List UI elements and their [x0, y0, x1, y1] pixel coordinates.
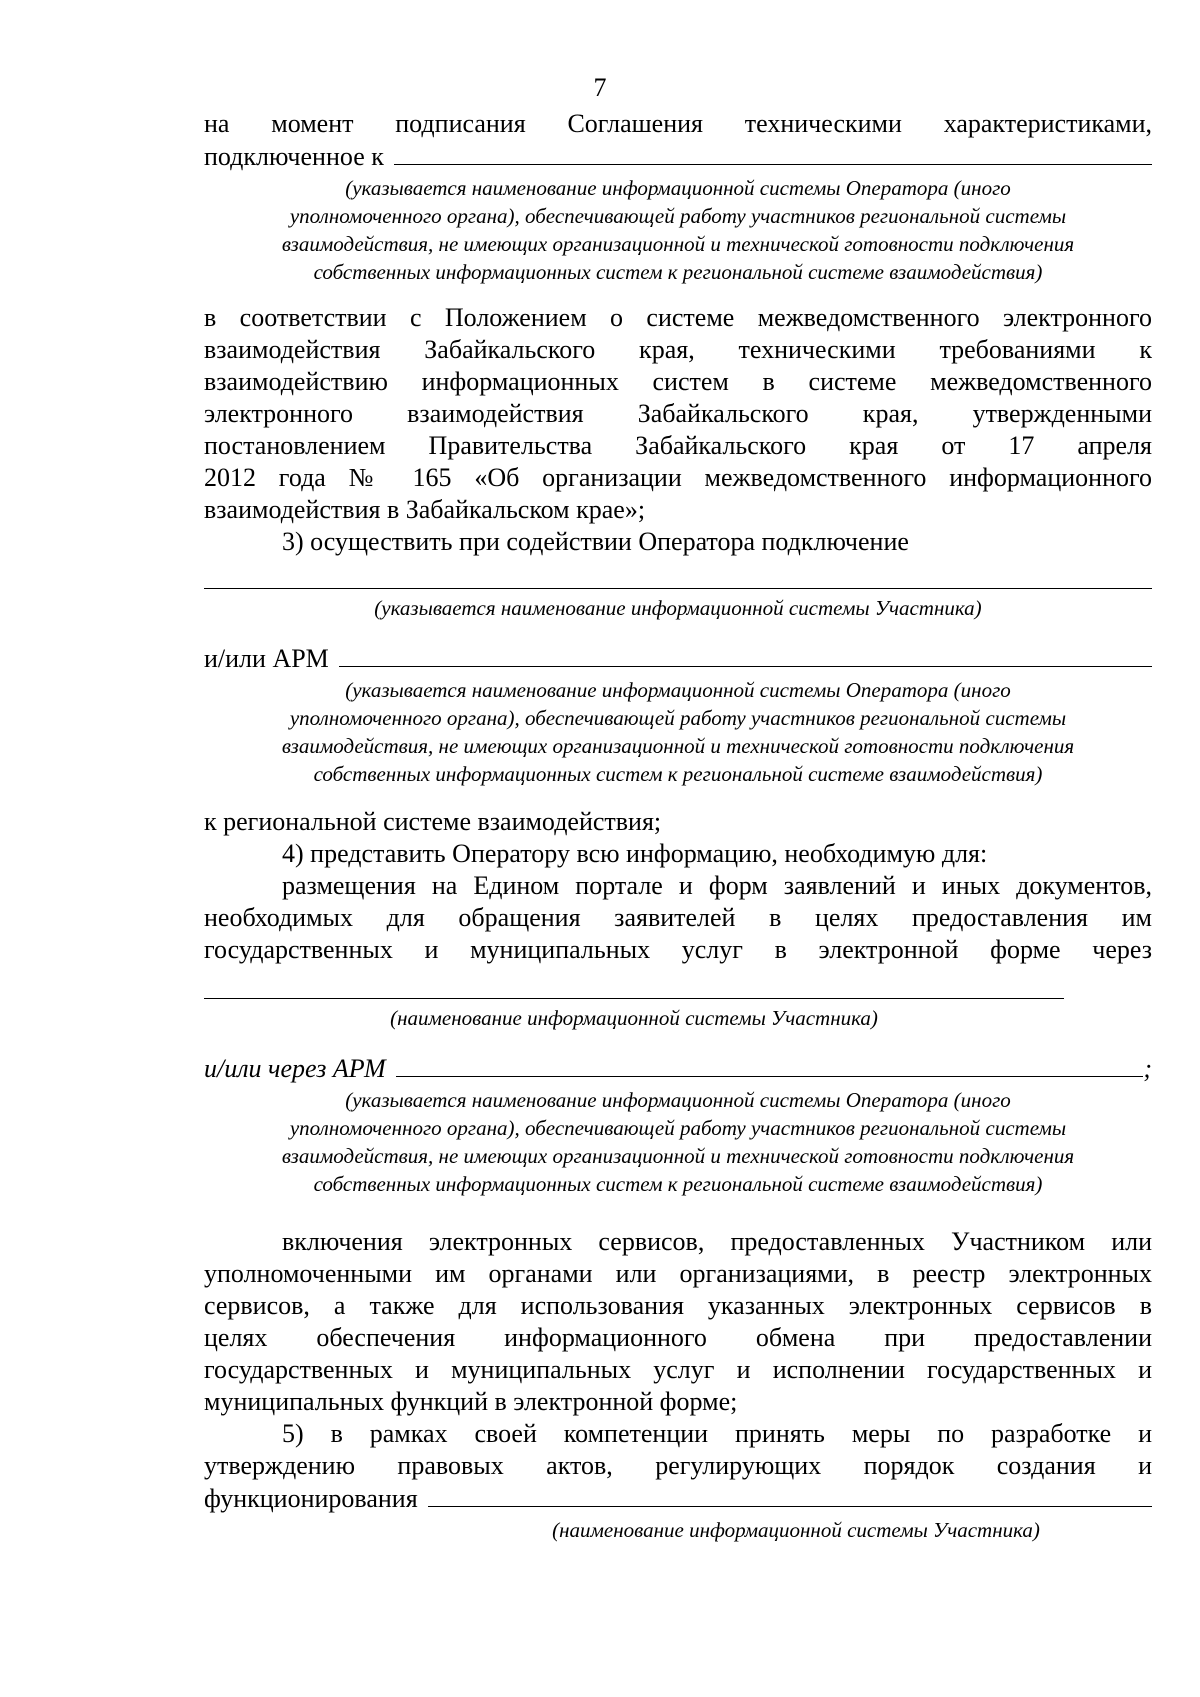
field-caption: собственных информационных систем к региональной системе взаимодействия): [313, 1172, 1043, 1196]
list-item-3: 3) осуществить при содействии Оператора подключение: [282, 527, 909, 556]
field-caption: собственных информационных систем к региональной системе взаимодействия): [313, 762, 1043, 786]
page-number: 7: [593, 73, 607, 102]
blank-field: [394, 140, 1152, 165]
text-line: необходимых для обращения заявителей в целях предоставления им: [204, 903, 1152, 932]
text-line-with-blank: [204, 642, 1152, 675]
blank-field: [204, 998, 1064, 999]
text-line: электронного взаимодействия Забайкальского края, утвержденными: [204, 399, 1152, 428]
text-line-with-blank: [204, 140, 1152, 173]
field-caption: (указывается наименование информационной системы Оператора (иного: [345, 678, 1011, 702]
text-line: взаимодействия Забайкальского края, техническими требованиями к: [204, 335, 1152, 364]
text-fragment: и/или АРМ: [204, 644, 329, 673]
text-fragment: функционирования: [204, 1484, 418, 1513]
text-line: целях обеспечения информационного обмена при предоставлении: [204, 1323, 1152, 1352]
field-caption: (указывается наименование информационной системы Оператора (иного: [345, 1088, 1011, 1112]
text-fragment: подключенное к: [204, 142, 384, 171]
text-line: включения электронных сервисов, предоставленных Участником или: [282, 1227, 1152, 1256]
list-item-5: 5) в рамках своей компетенции принять меры по разработке и: [282, 1419, 1152, 1448]
field-caption: собственных информационных систем к региональной системе взаимодействия): [313, 260, 1043, 284]
field-caption: (указывается наименование информационной системы Оператора (иного: [345, 176, 1011, 200]
field-caption: взаимодействия, не имеющих организационной и технической готовности подключения: [281, 1144, 1075, 1168]
text-line: уполномоченными им органами или организациями, в реестр электронных: [204, 1259, 1152, 1288]
field-caption: (наименование информационной системы Участника): [390, 1006, 878, 1030]
text-line: на момент подписания Соглашения техническими характеристиками,: [204, 109, 1152, 138]
field-caption: уполномоченного органа), обеспечивающей работу участников региональной системы: [289, 706, 1067, 730]
text-line: 2012 года № 165 «Об организации межведомственного информационного: [204, 463, 1152, 492]
text-fragment: и/или через АРМ: [204, 1054, 386, 1083]
text-line: к региональной системе взаимодействия;: [204, 807, 662, 836]
text-line: взаимодействия в Забайкальском крае»;: [204, 495, 646, 524]
text-fragment: ;: [1143, 1054, 1152, 1083]
text-line: утверждению правовых актов, регулирующих порядок создания и: [204, 1451, 1152, 1480]
blank-field: [428, 1482, 1152, 1507]
field-caption: взаимодействия, не имеющих организационной и технической готовности подключения: [281, 232, 1075, 256]
field-caption: (наименование информационной системы Участника): [552, 1518, 1040, 1542]
list-item-4: 4) представить Оператору всю информацию, необходимую для:: [282, 839, 988, 868]
text-line: государственных и муниципальных услуг и исполнении государственных и: [204, 1355, 1152, 1384]
text-line: государственных и муниципальных услуг в электронной форме через: [204, 935, 1152, 964]
text-line-with-blank: [204, 1052, 1152, 1085]
text-line: размещения на Едином портале и форм заявлений и иных документов,: [282, 871, 1152, 900]
text-line: в соответствии с Положением о системе межведомственного электронного: [204, 303, 1152, 332]
text-line: взаимодействию информационных систем в системе межведомственного: [204, 367, 1152, 396]
text-line: постановлением Правительства Забайкальского края от 17 апреля: [204, 431, 1152, 460]
field-caption: взаимодействия, не имеющих организационной и технической готовности подключения: [281, 734, 1075, 758]
field-caption: уполномоченного органа), обеспечивающей работу участников региональной системы: [289, 204, 1067, 228]
blank-field: [204, 588, 1152, 589]
field-caption: уполномоченного органа), обеспечивающей работу участников региональной системы: [289, 1116, 1067, 1140]
text-line: сервисов, а также для использования указанных электронных сервисов в: [204, 1291, 1152, 1320]
text-line-with-blank: [204, 1482, 1152, 1515]
blank-field: [339, 642, 1152, 667]
text-line: муниципальных функций в электронной форме;: [204, 1387, 738, 1416]
blank-field: [396, 1052, 1144, 1077]
field-caption: (указывается наименование информационной системы Участника): [374, 596, 982, 620]
